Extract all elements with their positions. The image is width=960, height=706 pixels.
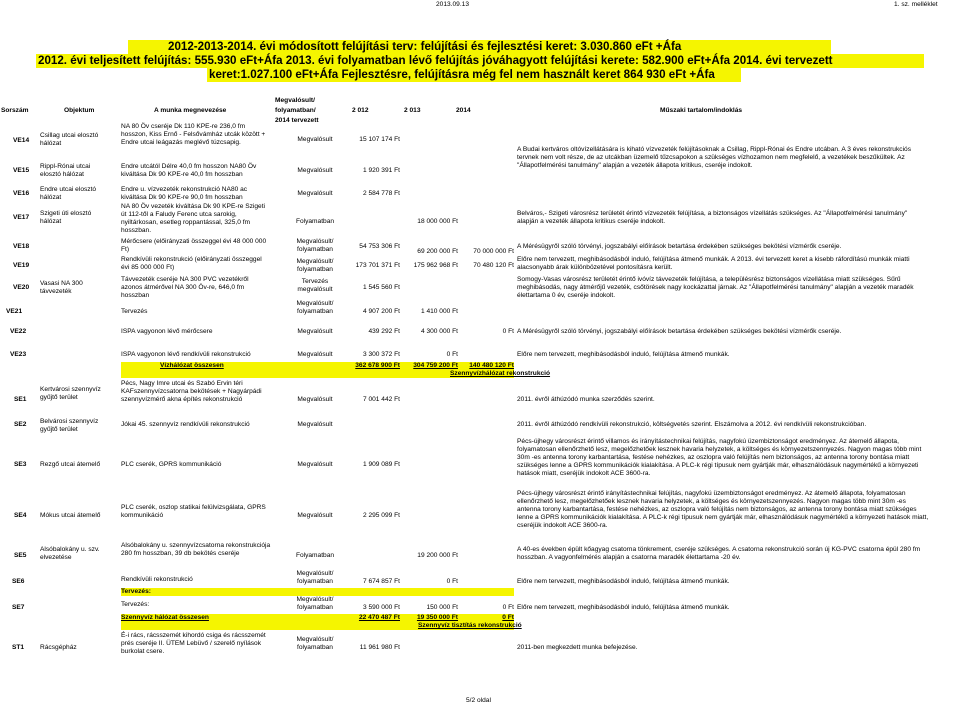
water-total-2014: 140 480 120 Ft (469, 362, 514, 369)
header-line-2: 2012. évi teljesített felújítás: 555.930 eFt+Áfa 2013. évi folyamatban lévő felújítás jóváhagyott felújítási kerete: 582.900 eFt+Áfa 2014. évi tervezett (38, 54, 833, 67)
status-text: Tervezés megvalósult (297, 278, 333, 293)
sewer-total-label: Szennyvíz hálózat összesen (121, 614, 209, 621)
row-id: ST1 (12, 644, 25, 651)
water-total-2012: 362 678 900 Ft (355, 362, 400, 369)
justification-note: 2011-ben megkezdett munka befejezése. (517, 644, 638, 651)
row-id: SE3 (14, 461, 27, 468)
status-text: Megvalósult/ folyamatban (296, 258, 334, 273)
col-status-1: Megvalósult/ (275, 97, 315, 104)
justification-note: A Mérésügyről szóló törvényi, jogszabályi előírások betartása érdekében szükséges bekötési vízmérők cseréje. (517, 328, 842, 335)
amount-2012: 15 107 174 Ft (359, 136, 400, 143)
water-total-2013: 304 759 200 Ft (413, 362, 458, 369)
amount-2013: 4 300 000 Ft (420, 328, 458, 335)
work-description: Rendkívüli rekonstrukció (előirányzati összeggel évi 85 000 000 Ft) (121, 256, 262, 271)
sewer-total-2012: 22 470 487 Ft (358, 614, 400, 621)
col-megnevezes: A munka megnevezése (154, 107, 227, 114)
col-tartalom: Műszaki tartalom/indoklás (660, 107, 743, 114)
col-2014: 2014 (456, 107, 471, 114)
sewer-subhead: Tervezés: (121, 588, 151, 595)
status-text: Folyamatban (295, 552, 335, 559)
work-description: Távvezeték cseréje NA 300 PVC vezetékről azonos átmérővel NA 300 Öv-re, 646,0 fm hosszban (121, 276, 249, 299)
row-id: VE21 (6, 308, 23, 315)
status-text: Megvalósult/ folyamatban (296, 300, 334, 315)
amount-2013: 150 000 Ft (426, 604, 458, 611)
status-text: Megvalósult (297, 396, 333, 403)
justification-note: Pécs-újhegy városrészt érintő irányítástechnikai felújítás, nagyfokú üzembiztonságot eredményez. Az átemelő állapota, folyamatosan ellenőrzhető lesz, megelőzhetőek lesznek havaria helyzetek, a költséges és környezetszennyezés. Nagyon magas több mint 30m -es antenna torony karbantartása, festése nehézkes, az oszlopra való felújítás nem biztonságos, az antenna torony bontása miatt szükséges lenne a GPRS kommunikációk kialakítása. A PLC-k régi típusuk nem gyártják már, elhasználódásuk nagymértékű a környezeti hatások miatt, cseréjük indokolt ACE 3600-ra. (517, 490, 929, 529)
col-status-3: 2014 tervezett (275, 117, 319, 124)
status-text: Megvalósult (297, 512, 333, 519)
work-description: Tervezés: (121, 601, 150, 608)
row-id: VE16 (13, 190, 30, 197)
amount-2012: 11 961 980 Ft (359, 644, 400, 651)
row-id: VE14 (13, 137, 30, 144)
row-id: SE2 (14, 421, 27, 428)
work-description: Mérőcsere (előirányzati összeggel évi 48 000 000 Ft) (121, 238, 267, 253)
water-total-label: Vízhálózat összesen (160, 362, 224, 369)
col-2013: 2 013 (404, 107, 421, 114)
justification-note: Előre nem tervezett, meghibásodásból induló, felújítása átmenő munkák. (517, 351, 730, 358)
page-number: 5/2 oldal (466, 697, 491, 704)
status-text: Megvalósult/ folyamatban (296, 596, 334, 611)
status-text: Megvalósult (297, 461, 333, 468)
row-id: SE5 (14, 552, 27, 559)
object-name: Kertvárosi szennyvíz gyűjtő terület (40, 386, 101, 401)
header-line-3: keret:1.027.100 eFt+Áfa Fejlesztésre, felújításra még fel nem használt keret 864 930 eFt +Áfa (209, 68, 715, 81)
row-id: VE19 (13, 262, 30, 269)
object-name: Rezgő utcai átemelő (40, 461, 101, 468)
amount-2014: 0 Ft (502, 328, 514, 335)
attachment-label: 1. sz. melléklet (894, 1, 938, 8)
justification-note: Somogy-Vasas városrész területét érintő ivóvíz távvezeték felújítása, a településrész biztonságos vízellátása miatt szükséges. Sűrű meghibásodás, nagy átmérőjű vezeték, csőtörések nagy kockázattal járnak. Az "Állapotfelmérési tanulmány" alapján a vezeték maradék élettartama 0 év, cseréje indokolt. (517, 276, 914, 299)
amount-2012: 7 674 857 Ft (362, 578, 400, 585)
amount-2013: 175 962 968 Ft (413, 262, 458, 269)
row-id: VE18 (13, 243, 30, 250)
justification-note: Előre nem tervezett, meghibásodásból induló, felújítása átmenő munkák. (517, 604, 730, 611)
amount-2012: 1 909 089 Ft (362, 461, 400, 468)
amount-2012: 54 753 306 Ft (359, 243, 400, 250)
row-id: SE1 (14, 396, 27, 403)
col-status-2: folyamatban/ (275, 107, 316, 114)
work-description: Tervezés (121, 308, 148, 315)
object-name: Vasasi NA 300 távvezeték (40, 280, 83, 295)
status-text: Megvalósult/ folyamatban (296, 570, 334, 585)
work-description: Rendkívüli rekonstrukció (121, 576, 193, 583)
status-text: Megvalósult/ folyamatban (296, 636, 334, 651)
status-text: Megvalósult (297, 421, 333, 428)
amount-2012: 439 292 Ft (368, 328, 400, 335)
col-objektum: Objektum (64, 107, 95, 114)
justification-note: Pécs-újhegy városrészt érintő villamos és irányítástechnikai felújítás, nagyfokú üzembiztonságot eredményez. Az átemelő állapota, folyamatosan ellenőrzhető lesz, megelőzhetőek lesznek havaria helyzetek, a költséges és környezetszennyezés. Nagyon magas több mint 30m -es antenna torony karbantartása, festése nehézkes, az oszlopra való felújítás nem biztonságos, az antenna torony bontása miatt szükséges lenne a GPRS kommunikációk kialakítása. A PLC-k régi típusuk nem gyártják már, elhasználódásuk nagymértékű a környezeti hatások miatt, cseréjük indokolt ACE 3600-ra. (517, 438, 922, 477)
amount-2014: 70 000 000 Ft (473, 248, 514, 255)
object-name: Csillag utcai elosztó hálózat (40, 132, 99, 147)
work-description: É-i rács, rácsszemét kihordó csiga és rácsszemét prés cseréje II. ÜTEM Lebüvő / szerelő nyílások burkolat csere. (121, 632, 266, 655)
work-description: NA 80 Öv cseréje Dk 110 KPE-re 236,0 fm hosszon, Kiss Ernő - Felsővámház utcák között + Endre utcai leágazás meglévő túzcsapig. (121, 123, 266, 146)
sewer-total-2014: 0 Ft (502, 614, 514, 621)
amount-2013: 18 000 000 Ft (417, 218, 458, 225)
row-id: VE17 (13, 214, 30, 221)
work-description: Jókai 45. szennyvíz rendkívüli rekonstrukció (121, 421, 250, 428)
col-sorszam: Sorszám (1, 107, 29, 114)
object-name: Szigeti úti elosztó hálózat (40, 210, 92, 225)
row-id: SE4 (14, 512, 27, 519)
object-name: Rácsgépház (40, 644, 77, 651)
row-id: VE22 (10, 328, 27, 335)
status-text: Megvalósult (297, 328, 333, 335)
amount-2012: 173 701 371 Ft (355, 262, 400, 269)
justification-note: A Mérésügyről szóló törvényi, jogszabályi előírások betartása érdekében szükséges bekötési vízmérők cseréje. (517, 243, 842, 250)
row-id: SE7 (12, 604, 25, 611)
row-id: VE15 (13, 167, 30, 174)
status-text: Megvalósult (297, 190, 333, 197)
work-description: NA 80 Öv vezeték kiváltása Dk 90 KPE-re Szigeti út 112-től a Faludy Ferenc utca sarokig, nyiltárkosan, esetleg roppantással, 325,0 fm hosszban. (121, 203, 266, 234)
status-text: Megvalósult (297, 167, 333, 174)
amount-2012: 2 584 778 Ft (362, 190, 400, 197)
amount-2012: 1 545 560 Ft (362, 284, 400, 291)
amount-2012: 4 907 200 Ft (362, 308, 400, 315)
amount-2013: 19 200 000 Ft (417, 552, 458, 559)
sewer-total-2013: 19 350 000 Ft (416, 614, 458, 621)
treatment-section-header: Szennyvíz tisztítás rekonstrukció (418, 622, 522, 629)
justification-note: Előre nem tervezett, meghibásodásból induló, felújítása átmenő munkák. A 2013. évi tervezett keret a kisebb ráfordítású munkák miatti alacsonyabb árak különbözetével pontosításra került. (517, 256, 910, 271)
work-description: Pécs, Nagy Imre utcai és Szabó Ervin téri KAFszennyvízcsatorna bekötések + Nagyárpádi szennyvízmérő akna építés rekonstrukció (121, 380, 262, 403)
status-text: Megvalósult (297, 136, 333, 143)
work-description: PLC cserék, oszlop statikai felülvizsgálata, GPRS kommunikáció (121, 504, 266, 519)
work-description: Endre u. vízvezeték rekonstrukció NA80 ac kiváltása Dk 90 KPE-re 90,0 fm hosszban (121, 186, 248, 201)
amount-2014: 70 480 120 Ft (473, 262, 514, 269)
justification-note: A 40-es években épült kőagyag csatorna tönkrement, cseréje szükséges. A csatorna rekonstrukció során új KG-PVC csatorna épül 280 fm hosszban. A vagyonfelmérés alapján a csatorna maradék élettartama -20 év. (517, 546, 921, 561)
work-description: Alsóbalokány u. szennyvízcsatorna rekonstrukciója 280 fm hosszban, 39 db bekötés cseréje (121, 542, 271, 557)
row-id: VE20 (13, 284, 30, 291)
row-id: VE23 (10, 351, 27, 358)
amount-2013: 0 Ft (446, 351, 458, 358)
object-name: Belvárosi szennyvíz gyűjtő terület (40, 418, 99, 433)
status-text: Megvalósult (297, 351, 333, 358)
amount-2012: 7 001 442 Ft (362, 396, 400, 403)
col-2012: 2 012 (352, 107, 369, 114)
justification-note: Belváros,- Szigeti városrész területét érintő vízvezeték felújítása, a biztonságos vízellátás szükséges. Az "Állapotfelmérési tanulmány" alapján a vezeték állapota kritikus cseréje indokolt. (517, 210, 908, 225)
amount-2012: 3 300 372 Ft (362, 351, 400, 358)
work-description: ISPA vagyonon lévő mérőcsere (121, 328, 213, 335)
date-text: 2013.09.13 (436, 1, 470, 8)
amount-2012: 1 920 391 Ft (362, 167, 400, 174)
object-name: Rippl-Rónai utcai elosztó hálózat (40, 163, 91, 178)
status-text: Folyamatban (295, 218, 335, 225)
work-description: Endre utcától Délre 40,0 fm hosszon NA80 Öv kiváltása Dk 90 KPE-re 40,0 fm hosszban (121, 163, 257, 178)
sewer-section-header: Szennyvízhálózat rekonstrukció (450, 370, 551, 377)
justification-note: A Budai kertváros oltóvízellátására is kiható vízvezeték felújításoknak a Csillag, Rippl-Rónai és Endre utcában. A 3 éves rekonstrukciós tervnek nem volt része, de az utcákban üzemelő tűzcsapokon a szükséges vízhozamon nem megfelelő, a vezetékek beszűkültek. Az "Állapotfelmérési tanulmány" alapján a vezeték állapota kritikus, cseréje indokolt. (517, 146, 911, 169)
row-id: SE6 (12, 578, 25, 585)
amount-2012: 2 295 099 Ft (362, 512, 400, 519)
justification-note: 2011. évről áthúzódó munka szerződés szerint. (517, 396, 655, 403)
amount-2013: 69 200 000 Ft (417, 248, 458, 255)
object-name: Mókus utcai átemelő (40, 512, 101, 519)
object-name: Endre utcai elosztó hálózat (40, 186, 97, 201)
justification-note: 2011. évről áthúzódó rendkívüli rekonstrukció, költségvetés szerint. Elszámolva a 2012. évi rendkívüli rekonstrukcióban. (517, 421, 867, 428)
amount-2013: 1 410 000 Ft (420, 308, 458, 315)
object-name: Alsóbalokány u. szv. elvezetése (40, 546, 100, 561)
justification-note: Előre nem tervezett, meghibásodásból induló, felújítása átmenő munkák. (517, 578, 730, 585)
amount-2012: 3 590 000 Ft (362, 604, 400, 611)
amount-2013: 0 Ft (446, 578, 458, 585)
amount-2014: 0 Ft (502, 604, 514, 611)
status-text: Megvalósult/ folyamatban (296, 238, 334, 253)
header-line-1: 2012-2013-2014. évi módosított felújítási terv: felújítási és fejlesztési keret: 3.030.860 eFt +Áfa (168, 40, 682, 53)
work-description: ISPA vagyonon lévő rendkívüli rekonstrukció (121, 351, 251, 358)
work-description: PLC cserék, GPRS kommunikáció (121, 461, 222, 468)
